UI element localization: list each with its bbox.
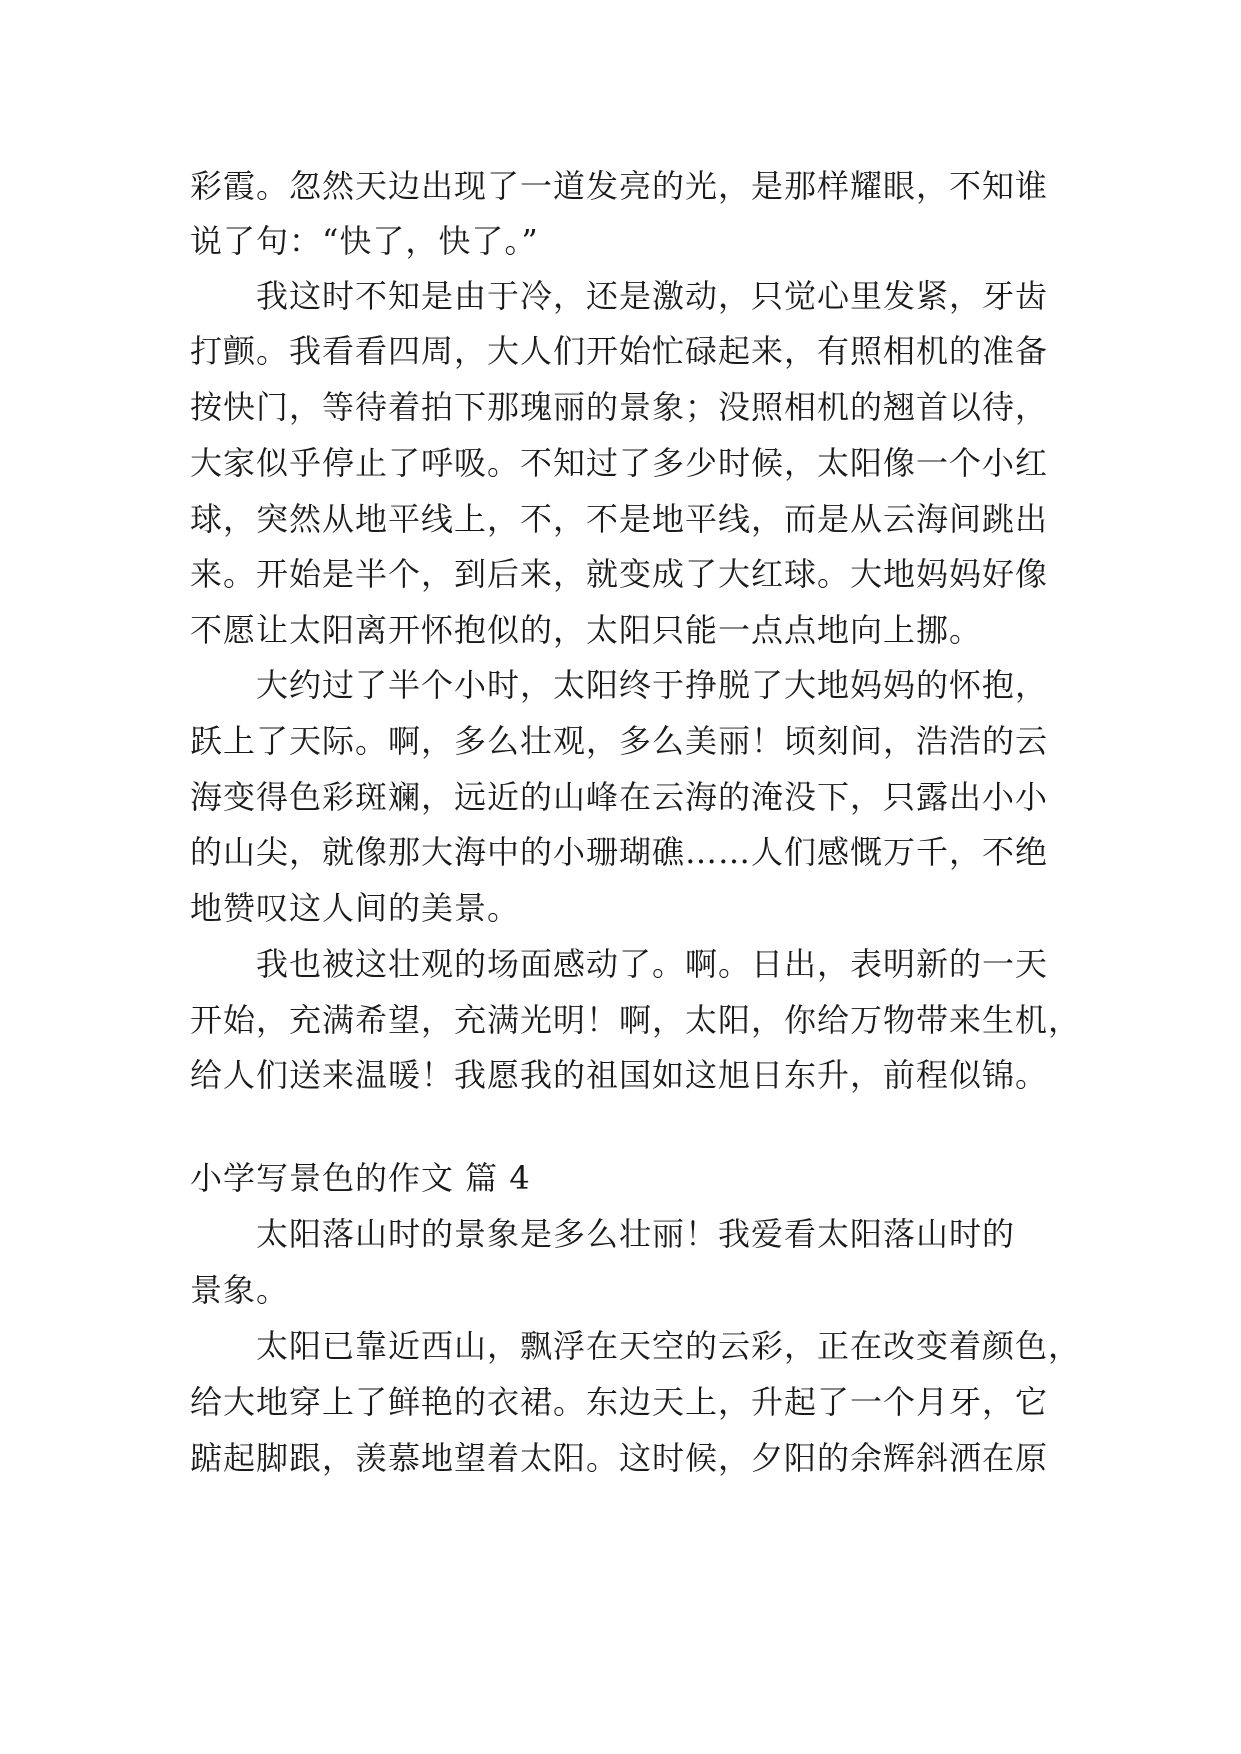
text-line: 来。开始是半个，到后来，就变成了大红球。大地妈妈好像 <box>190 555 1049 593</box>
text-line: 我这时不知是由于冷，还是激动，只觉心里发紧，牙齿 <box>190 277 1049 315</box>
text-line: 球，突然从地平线上，不，不是地平线，而是从云海间跳出 <box>190 500 1049 538</box>
text-line: 按快门，等待着拍下那瑰丽的景象；没照相机的翘首以待， <box>190 388 1049 426</box>
text-line: 给人们送来温暖！我愿我的祖国如这旭日东升，前程似锦。 <box>190 1056 1049 1094</box>
text-line: 说了句：“快了，快了。” <box>190 222 539 260</box>
text-line: 给大地穿上了鲜艳的衣裙。东边天上，升起了一个月牙，它 <box>190 1383 1049 1421</box>
text-line: 的山尖，就像那大海中的小珊瑚礁……人们感慨万千，不绝 <box>190 833 1049 871</box>
text-line: 跃上了天际。啊，多么壮观，多么美丽！顷刻间，浩浩的云 <box>190 722 1049 760</box>
text-line: 太阳已靠近西山，飘浮在天空的云彩，正在改变着颜色， <box>190 1327 1082 1365</box>
text-line: 开始，充满希望，充满光明！啊，太阳，你给万物带来生机， <box>190 1001 1082 1039</box>
text-line: 景象。 <box>190 1271 290 1309</box>
section-heading: 小学写景色的作文 篇 4 <box>190 1159 531 1197</box>
text-line: 海变得色彩斑斓，远近的山峰在云海的淹没下，只露出小小 <box>190 778 1049 816</box>
text-line: 踮起脚跟，羡慕地望着太阳。这时候，夕阳的余辉斜洒在原 <box>190 1439 1049 1477</box>
text-line: 我也被这壮观的场面感动了。啊。日出，表明新的一天 <box>190 945 1049 983</box>
text-line: 彩霞。忽然天边出现了一道发亮的光，是那样耀眼，不知谁 <box>190 167 1049 205</box>
text-line: 太阳落山时的景象是多么壮丽！我爱看太阳落山时的 <box>190 1215 1016 1253</box>
text-line: 大家似乎停止了呼吸。不知过了多少时候，太阳像一个小红 <box>190 444 1049 482</box>
text-line: 地赞叹这人间的美景。 <box>190 889 521 927</box>
text-line: 不愿让太阳离开怀抱似的，太阳只能一点点地向上挪。 <box>190 611 983 649</box>
text-line: 打颤。我看看四周，大人们开始忙碌起来，有照相机的准备 <box>190 332 1049 370</box>
text-line: 大约过了半个小时，太阳终于挣脱了大地妈妈的怀抱， <box>190 666 1049 704</box>
